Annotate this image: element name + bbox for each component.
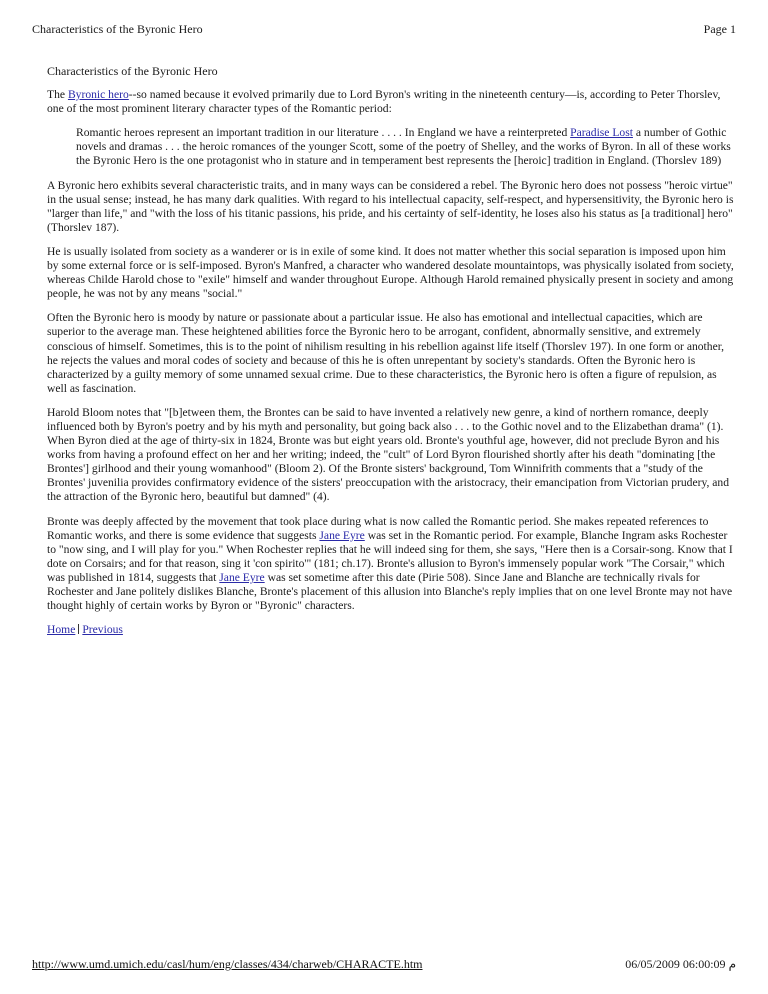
thorslev-quote (76, 126, 737, 168)
header-page-number: Page 1 (703, 22, 736, 36)
paragraph-intro (47, 88, 737, 116)
paragraph-moody: Often the Byronic hero is moody by nature or passionate about a particular issue. He also has emotional and intellectual capacities, which are superior to the average man. These heightened abilities force the Byronic hero to be arrogant, confident, abnormally sensitive, and extremely conscious of himself. Sometimes, this is to the point of nihilism resulting in his rebellion against life itself (Thorslev 197). In one form or another, he rejects the values and moral codes of society and because of this he is often unrepentant by society's standards. Often the Byronic hero is characterized by a guilty memory of some unnamed sexual crime. Due to these characteristics, the Byronic hero is often a figure of repulsion, as well as fascination. (47, 311, 725, 395)
paradise-lost-link[interactable]: Paradise Lost (570, 126, 633, 140)
home-link[interactable]: Home (47, 623, 76, 637)
paragraph-bronte (47, 515, 737, 614)
jane-eyre-link-2[interactable]: Jane Eyre (219, 570, 265, 584)
page-navigation (47, 623, 737, 637)
print-footer (32, 957, 736, 973)
footer-url-link[interactable]: http://www.umd.umich.edu/casl/hum/eng/classes/434/charweb/CHARACTE.htm (32, 957, 423, 971)
quote-pre: Romantic heroes represent an important tradition in our literature . . . . In England we have a reinterpreted (76, 126, 571, 140)
byronic-hero-link[interactable]: Byronic hero (67, 88, 129, 102)
paragraph-bloom: Harold Bloom notes that "[b]etween them, the Brontes can be said to have invented a relatively new genre, a kind of northern romance, deeply influenced both by Byron's poetry and by his myth and personality, but going back also . . . to the Gothic novel and to the Elizabethan drama" (1). When Byron died at the age of thirty-six in 1824, Bronte was but eight years old. Bronte's youthful age, however, did not preclude Byron and his works from having a profound effect on her and her writing; indeed, the "cult" of Lord Byron flourished shortly after his death "dominating [the Brontes'] girlhood and their young womanhood" (Bloom 2). Of the Bronte sisters' background, Tom Winnifrith comments that a "study of the Brontes' juvenilia provides confirmatory evidence of the sisters' preoccupation with the aristocracy, their emancipation from Victorian prudery, and the attraction of the Byronic hero, beautiful but damned" (4). (47, 405, 730, 504)
header-title: Characteristics of the Byronic Hero (32, 22, 203, 36)
paragraph-traits: A Byronic hero exhibits several characteristic traits, and in many ways can be considered a rebel. The Byronic hero does not possess "heroic virtue" in the usual sense; instead, he has many dark qualities. With regard to his intellectual capacity, self-respect, and hypersensitivity, the Byronic hero is "larger than life," and "with the loss of his titanic passions, his pride, and his certainty of self-identity, he loses also his status as [a traditional] hero" (Thorslev 187). (47, 178, 734, 234)
quote-post: a number of Gothic novels and dramas . . . the heroic romances of the younger Scott, some of the poetry of Shelley, and the works of Byron. In all of these works the Byronic Hero is the one protagonist who in stature and in temperament best represents the [heroic] tradition in England. (Thorslev 189) (76, 126, 731, 168)
document-body (47, 64, 737, 647)
paragraph-isolation: He is usually isolated from society as a wanderer or is in exile of some kind. It does not matter whether this social separation is imposed upon him by some external force or is self-imposed. Byron's Manfred, a character who wandered desolate mountaintops, was physically isolated from society, whereas Childe Harold chose to "exile" himself and wander throughout Europe. Although Harold remained physically present in society and among people, he was not by any means "social." (47, 244, 734, 301)
bronte-part1: Bronte was deeply affected by the movement that took place during what is now called the Romantic period. She makes repeated references to Romantic works, and there is some evidence that suggests (47, 514, 709, 542)
print-header (32, 22, 736, 38)
bronte-part3: was set sometime after this date (Pirie 508). Since Jane and Blanche are technically rivals for Rochester and Jane politely dislikes Blanche, Bronte's placement of this allusion into Blanche's reply implies that on one level Bronte may not have thought highly of certain works by Byron or "Byronic" characters. (47, 570, 733, 613)
footer-datetime: 06/05/2009 06:00:09 م (625, 957, 736, 971)
jane-eyre-link-1[interactable]: Jane Eyre (319, 528, 365, 542)
document-title: Characteristics of the Byronic Hero (47, 64, 218, 78)
intro-pre: The (47, 88, 68, 102)
previous-link[interactable]: Previous (82, 623, 123, 637)
bronte-part2: was set in the Romantic period. For example, Blanche Ingram asks Rochester to "now sing, and I will play for you." When Rochester replies that he will indeed sing for them, she says, "Here then is a Corsair-song. Know that I dote on Corsairs; and for that reason, sing it 'con spirito'" (181; ch.17). Bronte's allusion to Byron's immensely popular work "The Corsair," which was published in 1814, suggests that (47, 528, 733, 584)
intro-post: --so named because it evolved primarily due to Lord Byron's writing in the nineteenth century—is, according to Peter Thorslev, one of the most prominent literary character types of the Romantic period: (47, 88, 721, 116)
nav-separator (78, 624, 79, 634)
